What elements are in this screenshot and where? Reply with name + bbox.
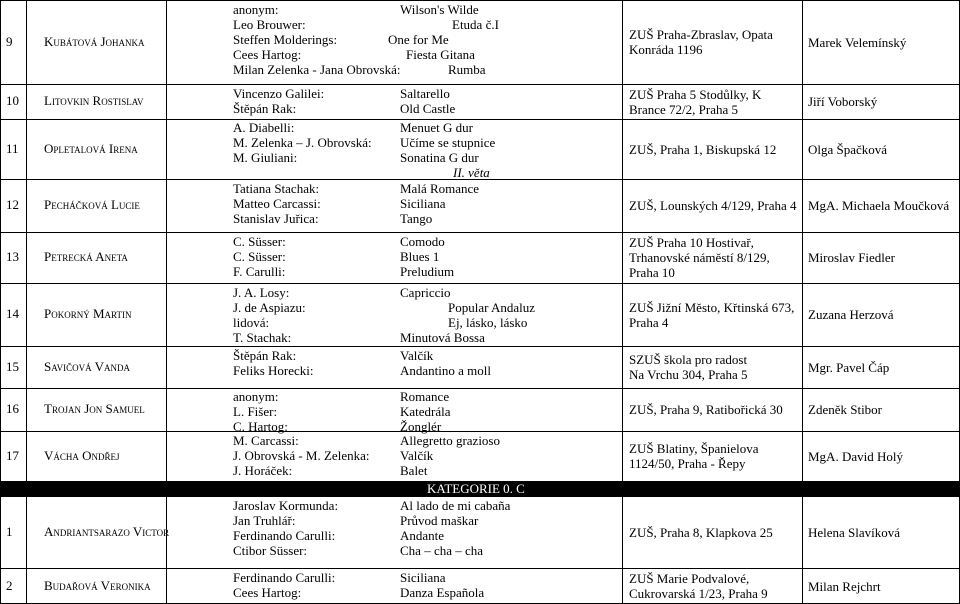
piece-title: Popular Andaluz [448,300,536,315]
column-divider [166,496,167,604]
entry-number: 17 [6,447,19,463]
school-address: Praha 4 [629,314,669,330]
entry-number: 11 [6,140,19,156]
school-address: ZUŠ, Praha 1, Biskupská 12 [629,141,777,157]
entry-number: 13 [6,249,19,264]
school-address: Trhanovské náměstí 8/129, [629,250,770,265]
composer: L. Fišer: [233,404,278,419]
composer: T. Stachak: [233,330,292,345]
composer: Leo Brouwer: [233,17,306,32]
composer: Steffen Molderings: [233,32,338,47]
composer: J. Horáček: [233,463,293,478]
piece-title: Al lado de mi cabaña [400,498,511,513]
composer: Vincenzo Galilei: [233,86,325,101]
composer: M. Zelenka – J. Obrovská: [233,135,372,150]
composer: F. Carulli: [233,264,286,279]
school-address: ZUŠ, Praha 8, Klapkova 25 [629,524,773,540]
contestant-name: Budařová Veronika [44,577,151,593]
category-label: KATEGORIE 0. C [427,481,525,496]
composer: Jan Truhlář: [233,513,296,528]
piece-title: Valčík [400,348,434,363]
teacher-name: Zdeněk Stibor [808,402,883,417]
composer: Matteo Carcassi: [233,196,321,211]
column-divider [166,0,167,481]
row-divider [0,568,960,569]
column-divider [802,496,803,604]
piece-title: Preludium [400,264,455,279]
composer: Stanislav Juřica: [233,211,319,226]
piece-title: Etuda č.I [452,17,499,32]
piece-title: II. věta [453,165,490,180]
teacher-name: MgA. Michaela Moučková [808,198,950,213]
entry-number: 14 [6,306,19,321]
composer: Jaroslav Kormunda: [233,498,339,513]
contestant-name: Andriantsarazo Victor [44,523,170,539]
piece-title: Danza Española [400,585,485,600]
row-divider [0,283,960,284]
composer: Ferdinando Carulli: [233,528,336,543]
piece-title: Ej, lásko, lásko [448,315,528,330]
piece-title: Průvod maškar [400,513,479,528]
piece-title: Old Castle [400,101,456,116]
piece-title: Menuet G dur [400,120,473,135]
entry-number: 16 [6,401,19,416]
teacher-name: Jiří Voborský [808,94,878,109]
row-divider [0,84,960,85]
composer: Milan Zelenka - Jana Obrovská: [233,62,401,77]
teacher-name: Milan Rejchrt [808,578,881,594]
composer: lidová: [233,315,270,330]
piece-title: Saltarello [400,86,450,101]
piece-title: Sonatina G dur [400,150,479,165]
row-divider [0,232,960,233]
piece-title: Comodo [400,234,445,249]
composer: C. Hartog: [233,419,288,434]
piece-title: Minutová Bossa [400,330,485,345]
contestant-name: Pokorný Martin [44,306,132,321]
row-divider [0,346,960,347]
composer: C. Süsser: [233,249,286,264]
contestant-name: Litovkin Rostislav [44,93,144,108]
teacher-name: Miroslav Fiedler [808,250,896,265]
school-address: ZUŠ Praha 10 Hostivař, [629,235,754,250]
school-address: Cukrovarská 1/23, Praha 9 [629,586,768,601]
piece-title: Blues 1 [400,249,440,264]
piece-title: Malá Romance [400,181,480,196]
composer: A. Diabelli: [233,120,295,135]
teacher-name: Olga Špačková [808,141,888,157]
teacher-name: Marek Velemínský [808,34,907,50]
school-address: ZUŠ, Praha 9, Ratibořická 30 [629,402,783,417]
school-address: SZUŠ škola pro radost [629,352,748,367]
composer: Cees Hartog: [233,585,302,600]
column-divider [0,0,1,481]
row-divider [0,388,960,389]
school-address: ZUŠ Praha 5 Stodůlky, K [629,86,762,102]
piece-title: Rumba [448,62,486,77]
column-divider [622,0,623,481]
composer: M. Giuliani: [233,150,298,165]
piece-title: Fiesta Gitana [406,47,475,62]
category-bar [0,481,960,496]
school-address: ZUŠ Jižní Město, Křtinská 673, [629,299,795,315]
piece-title: Romance [400,389,450,404]
school-address: Brance 72/2, Praha 5 [629,101,739,117]
contestant-name: Petrecká Aneta [44,249,128,264]
contestant-name: Pecháčková Lucie [44,197,140,212]
entry-number: 2 [6,577,13,593]
entry-number: 1 [6,523,13,539]
composer: C. Süsser: [233,234,286,249]
piece-title: Capriccio [400,285,451,300]
piece-title: Andantino a moll [400,363,491,378]
piece-title: Balet [400,463,428,478]
composer: Tatiana Stachak: [233,181,320,196]
contestant-name: Opletalová Irena [44,140,138,156]
column-divider [802,0,803,481]
school-address: 1124/50, Praha - Řepy [629,456,746,471]
piece-title: Wilson's Wilde [400,2,479,17]
entry-number: 9 [6,33,13,49]
piece-title: Siciliana [400,570,446,585]
piece-title: Valčík [400,448,434,463]
piece-title: Allegretto grazioso [400,433,500,448]
row-divider [0,431,960,432]
piece-title: Siciliana [400,196,446,211]
composer: anonym: [233,2,279,17]
row-divider [0,0,960,1]
school-address: ZUŠ, Lounských 4/129, Praha 4 [629,198,797,213]
school-address: Konráda 1196 [629,42,703,57]
contestant-name: Trojan Jon Samuel [44,401,145,416]
column-divider [26,0,27,481]
composer: J. Obrovská - M. Zelenka: [233,448,370,463]
teacher-name: Mgr. Pavel Čáp [808,359,890,375]
school-address: ZUŠ Marie Podvalové, [629,571,750,586]
row-divider [0,496,960,497]
row-divider [0,119,960,120]
composer: Štěpán Rak: [233,101,297,116]
composer: M. Carcassi: [233,433,299,448]
piece-title: Učíme se stupnice [400,135,496,150]
contestant-name: Savičová Vanda [44,358,130,374]
composer: Cees Hartog: [233,47,302,62]
contestant-name: Vácha Ondřej [44,447,120,463]
entry-number: 15 [6,358,19,374]
piece-title: Cha – cha – cha [400,543,484,558]
teacher-name: Zuzana Herzová [808,307,894,322]
column-divider [26,496,27,604]
school-address: Na Vrchu 304, Praha 5 [629,367,748,382]
piece-title: One for Me [388,32,449,47]
piece-title: Tango [400,211,433,226]
composer: Ferdinando Carulli: [233,570,336,585]
entry-number: 12 [6,197,19,212]
composer: J. de Aspiazu: [233,300,306,315]
school-address: ZUŠ Blatiny, Španielova [629,441,759,456]
composer: Štěpán Rak: [233,348,297,363]
teacher-name: Helena Slavíková [808,524,901,540]
piece-title: Žonglér [400,419,442,434]
school-address: Praha 10 [629,265,675,280]
teacher-name: MgA. David Holý [808,448,903,464]
school-address: ZUŠ Praha-Zbraslav, Opata [629,27,773,42]
column-divider [0,496,1,604]
contestant-name: Kubátová Johanka [44,33,145,49]
composer: Ctibor Süsser: [233,543,308,558]
composer: Feliks Horecki: [233,363,314,378]
piece-title: Andante [400,528,445,543]
piece-title: Katedrála [400,404,451,419]
column-divider [622,496,623,604]
composer: anonym: [233,389,279,404]
composer: J. A. Losy: [233,285,290,300]
entry-number: 10 [6,93,19,108]
